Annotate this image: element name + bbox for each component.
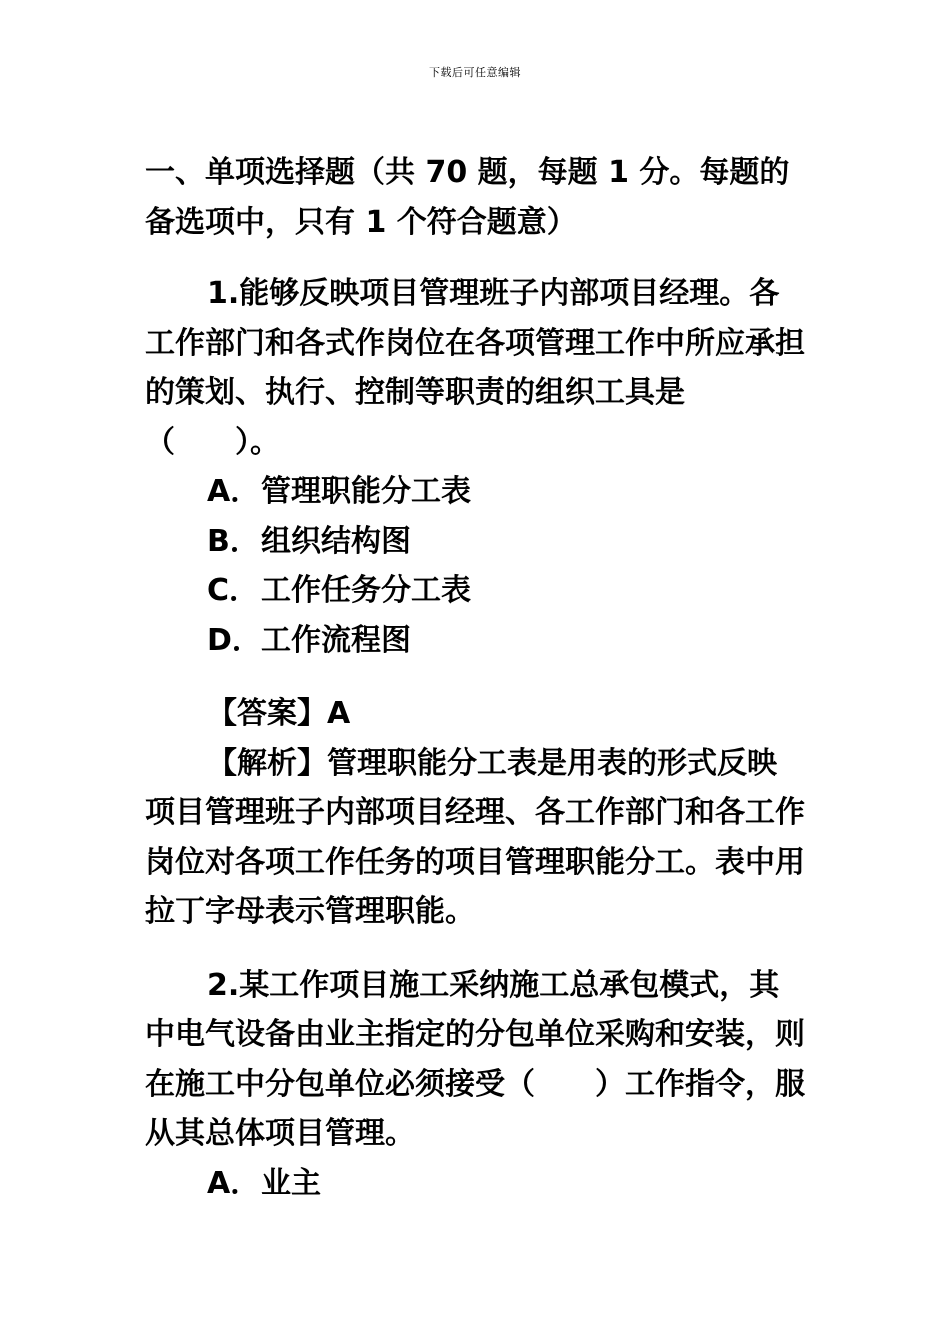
option-text: 工作流程图 [261, 622, 411, 658]
option-text: 工作任务分工表 [261, 573, 471, 608]
question-2-option-a [145, 1159, 805, 1209]
option-text: 组织结构图 [261, 523, 411, 559]
option-letter: A． [207, 1165, 261, 1201]
header-note: 下载后可任意编辑 [429, 66, 521, 79]
question-1-option-d [145, 616, 805, 666]
option-text: 管理职能分工表 [261, 474, 471, 509]
question-2-stem: 2.某工作项目施工采纳施工总承包模式，其中电气设备由业主指定的分包单位采购和安装，则在施工中分包单位必须接受（ ）工作指令，服从其总体项目管理。 [145, 967, 805, 1151]
document-body [145, 148, 805, 1208]
question-1-option-b [145, 517, 805, 567]
question-1-answer: 【答案】A [207, 696, 351, 731]
question-1-option-a [145, 467, 805, 517]
option-letter: A． [207, 474, 261, 509]
question-1-stem: 1.能够反映项目管理班子内部项目经理。各工作部门和各式作岗位在各项管理工作中所应承担的策划、执行、控制等职责的组织工具是（ ）。 [145, 276, 805, 460]
section-heading: 一、单项选择题（共 70 题，每题 1 分。每题的备选项中，只有 1 个符合题意） [145, 155, 790, 240]
option-text: 业主 [261, 1165, 321, 1201]
question-1-option-c [145, 566, 805, 616]
option-letter: B． [207, 523, 260, 559]
option-letter: C． [207, 573, 260, 608]
option-letter: D． [207, 622, 262, 658]
question-1-analysis: 【解析】管理职能分工表是用表的形式反映项目管理班子内部项目经理、各工作部门和各工作岗位对各项工作任务的项目管理职能分工。表中用拉丁字母表示管理职能。 [145, 745, 805, 929]
